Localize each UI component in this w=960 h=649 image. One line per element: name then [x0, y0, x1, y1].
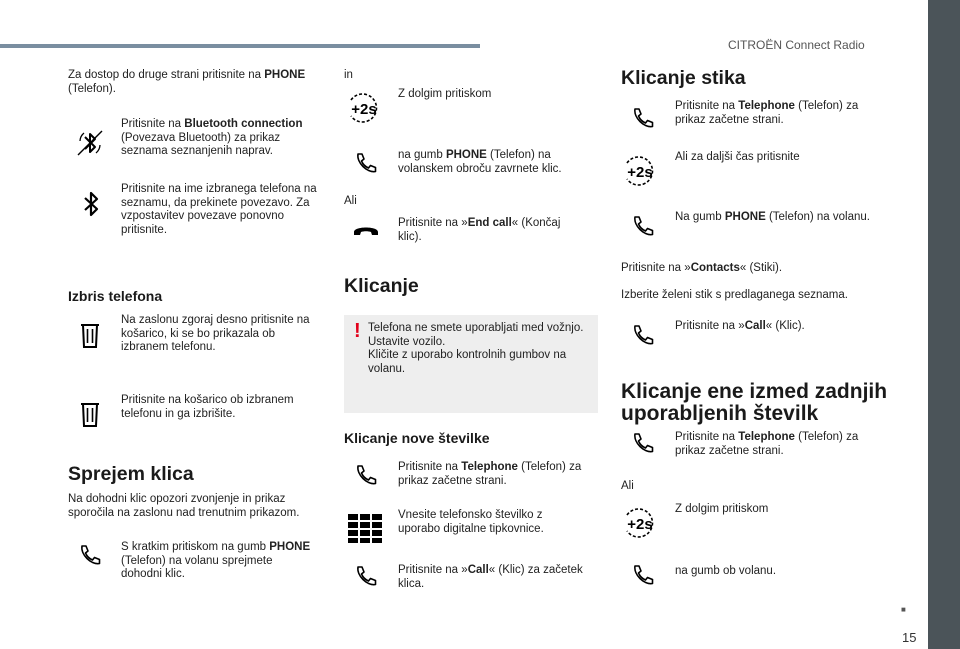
phone-handset-icon [627, 559, 659, 591]
heading-receive-call: Sprejem klica [68, 463, 194, 485]
svg-text:+2s: +2s [627, 164, 653, 181]
warning-box [344, 315, 598, 413]
long-press-2s-icon [344, 92, 384, 124]
step-contact-4: Pritisnite na »Contacts« (Stiki). [621, 262, 783, 274]
heading-delete-phone: Izbris telefona [68, 288, 163, 304]
step-recent-2: Z dolgim pritiskom [675, 503, 769, 515]
step-bluetooth-connection: Pritisnite na Bluetooth connection (Povezava Bluetooth) za prikaz seznama seznanjenih naprav. [121, 118, 303, 157]
step-delete-1: Na zaslonu zgoraj desno pritisnite na košarico, ki se bo prikazala ob izbranem telefonu. [121, 314, 310, 353]
step-contact-3: Na gumb PHONE (Telefon) na volanu. [675, 211, 870, 223]
step-delete-2: Pritisnite na košarico ob izbranem telefonu in ga izbrišite. [121, 394, 294, 420]
svg-text:+2s: +2s [627, 516, 653, 533]
step-recent-3: na gumb ob volanu. [675, 565, 777, 577]
text-in: in [344, 69, 353, 81]
warning-icon: ! [354, 320, 361, 342]
bluetooth-icon [75, 188, 107, 220]
step-reject-call: na gumb PHONE (Telefon) na volanskem obroču zavrnete klic. [398, 149, 562, 175]
phone-handset-icon [350, 147, 382, 179]
phone-handset-icon [627, 210, 659, 242]
step-contact-2: Ali za daljši čas pritisnite [675, 151, 800, 163]
step-contact-5: Izberite želeni stik s predlaganega seznama. [621, 289, 848, 301]
trash-icon [74, 398, 106, 430]
step-new-1: Pritisnite na Telephone (Telefon) za prikaz začetne strani. [398, 461, 582, 487]
phone-handset-icon [627, 102, 659, 134]
header-brand: CITROËN Connect Radio [728, 38, 865, 52]
heading-recent-numbers: Klicanje ene izmed zadnjih uporabljenih številk [621, 380, 888, 425]
phone-handset-icon [350, 459, 382, 491]
step-select-phone: Pritisnite na ime izbranega telefona na seznamu, da prekinete povezavo. Za vzpostavitev povezave ponovno pritisnite. [121, 183, 317, 236]
heading-new-number: Klicanje nove številke [344, 430, 490, 446]
long-press-2s-icon [620, 155, 660, 187]
header-bar [0, 44, 480, 48]
step-long-press: Z dolgim pritiskom [398, 88, 492, 100]
long-press-2s-icon [620, 507, 660, 539]
keypad-icon [347, 512, 383, 544]
step-new-2: Vnesite telefonsko številko z uporabo digitalne tipkovnice. [398, 509, 544, 535]
trash-icon [74, 319, 106, 351]
phone-handset-icon [627, 427, 659, 459]
page-end-marker: ■ [901, 605, 906, 614]
step-contact-1: Pritisnite na Telephone (Telefon) za prikaz začetne strani. [675, 100, 859, 126]
text-or: Ali [621, 480, 634, 492]
end-call-icon [350, 214, 382, 246]
receive-intro: Na dohodni klic opozori zvonjenje in prikaz sporočila na zaslonu nad trenutnim prikazom. [68, 493, 300, 519]
page-number: 15 [902, 630, 917, 645]
bluetooth-connection-icon [74, 127, 106, 159]
intro-text: Za dostop do druge strani pritisnite na PHONE (Telefon). [68, 69, 306, 95]
heading-call-contact: Klicanje stika [621, 67, 746, 89]
text-or: Ali [344, 195, 357, 207]
step-contact-6: Pritisnite na »Call« (Klic). [675, 320, 805, 332]
svg-text:+2s: +2s [351, 101, 377, 118]
step-recent-1: Pritisnite na Telephone (Telefon) za prikaz začetne strani. [675, 431, 859, 457]
phone-handset-icon [350, 560, 382, 592]
phone-handset-icon [627, 319, 659, 351]
heading-calling: Klicanje [344, 275, 419, 297]
phone-handset-icon [74, 539, 106, 571]
step-answer-call: S kratkim pritiskom na gumb PHONE (Telefon) na volanu sprejmete dohodni klic. [121, 541, 311, 580]
warning-text: Telefona ne smete uporabljati med vožnjo. Ustavite vozilo. Kličite z uporabo kontrolnih gumbov na volanu. [368, 322, 584, 375]
right-sidebar [928, 0, 960, 649]
step-end-call: Pritisnite na »End call« (Končaj klic). [398, 217, 561, 243]
step-new-3: Pritisnite na »Call« (Klic) za začetek klica. [398, 564, 583, 590]
